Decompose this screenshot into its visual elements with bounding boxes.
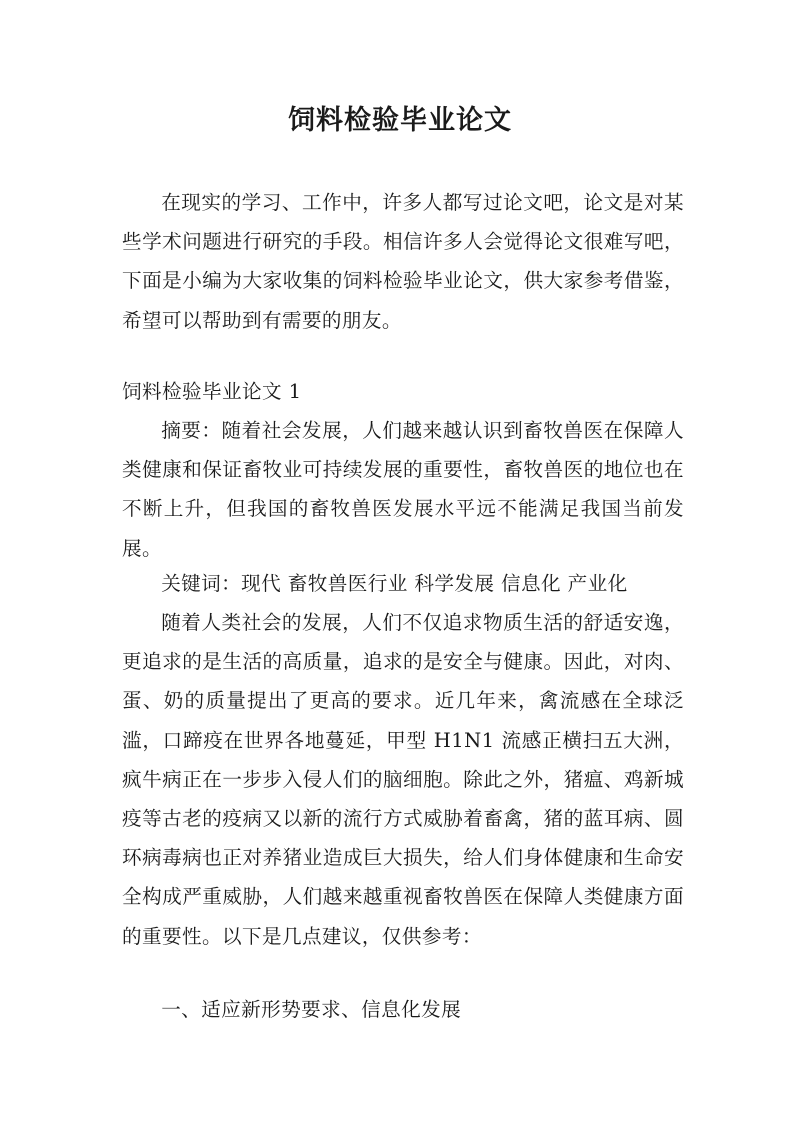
keywords-line: 关键词：现代 畜牧兽医行业 科学发展 信息化 产业化 <box>161 572 628 595</box>
body-paragraph: 随着人类社会的发展，人们不仅追求物质生活的舒适安逸，更追求的是生活的高质量，追求的是安全与健康。因此，对肉、蛋、奶的质量提出了更高的要求。近几年来，禽流感在全球泛滥，口蹄疫在世界各地蔓延，甲型 H1N1 流感正横扫五大洲，疯牛病正在一步步入侵人们的脑细胞。除此之外，猪瘟、鸡新城疫等古老的疫病又以新的流行方式威胁着畜禽，猪的蓝耳病、圆环病毒病也正对养猪业造成巨大损失，给人们身体健康和生命安全构成严重威胁，人们越来越重视畜牧兽医在保障人类健康方面的重要性。以下是几点建议，仅供参考： <box>122 611 684 948</box>
abstract-paragraph: 摘要：随着社会发展，人们越来越认识到畜牧兽医在保障人类健康和保证畜牧业可持续发展的重要性，畜牧兽医的地位也在不断上升，但我国的畜牧兽医发展水平远不能满足我国当前发展。 <box>122 419 684 560</box>
section-heading: 饲料检验毕业论文 1 <box>122 380 302 403</box>
document-title: 饲料检验毕业论文 <box>288 105 512 136</box>
intro-paragraph: 在现实的学习、工作中，许多人都写过论文吧，论文是对某些学术问题进行研究的手段。相信许多人会觉得论文很难写吧，下面是小编为大家收集的饲料检验毕业论文，供大家参考借鉴，希望可以帮助到有需要的朋友。 <box>122 191 684 332</box>
subheading: 一、适应新形势要求、信息化发展 <box>161 998 462 1021</box>
